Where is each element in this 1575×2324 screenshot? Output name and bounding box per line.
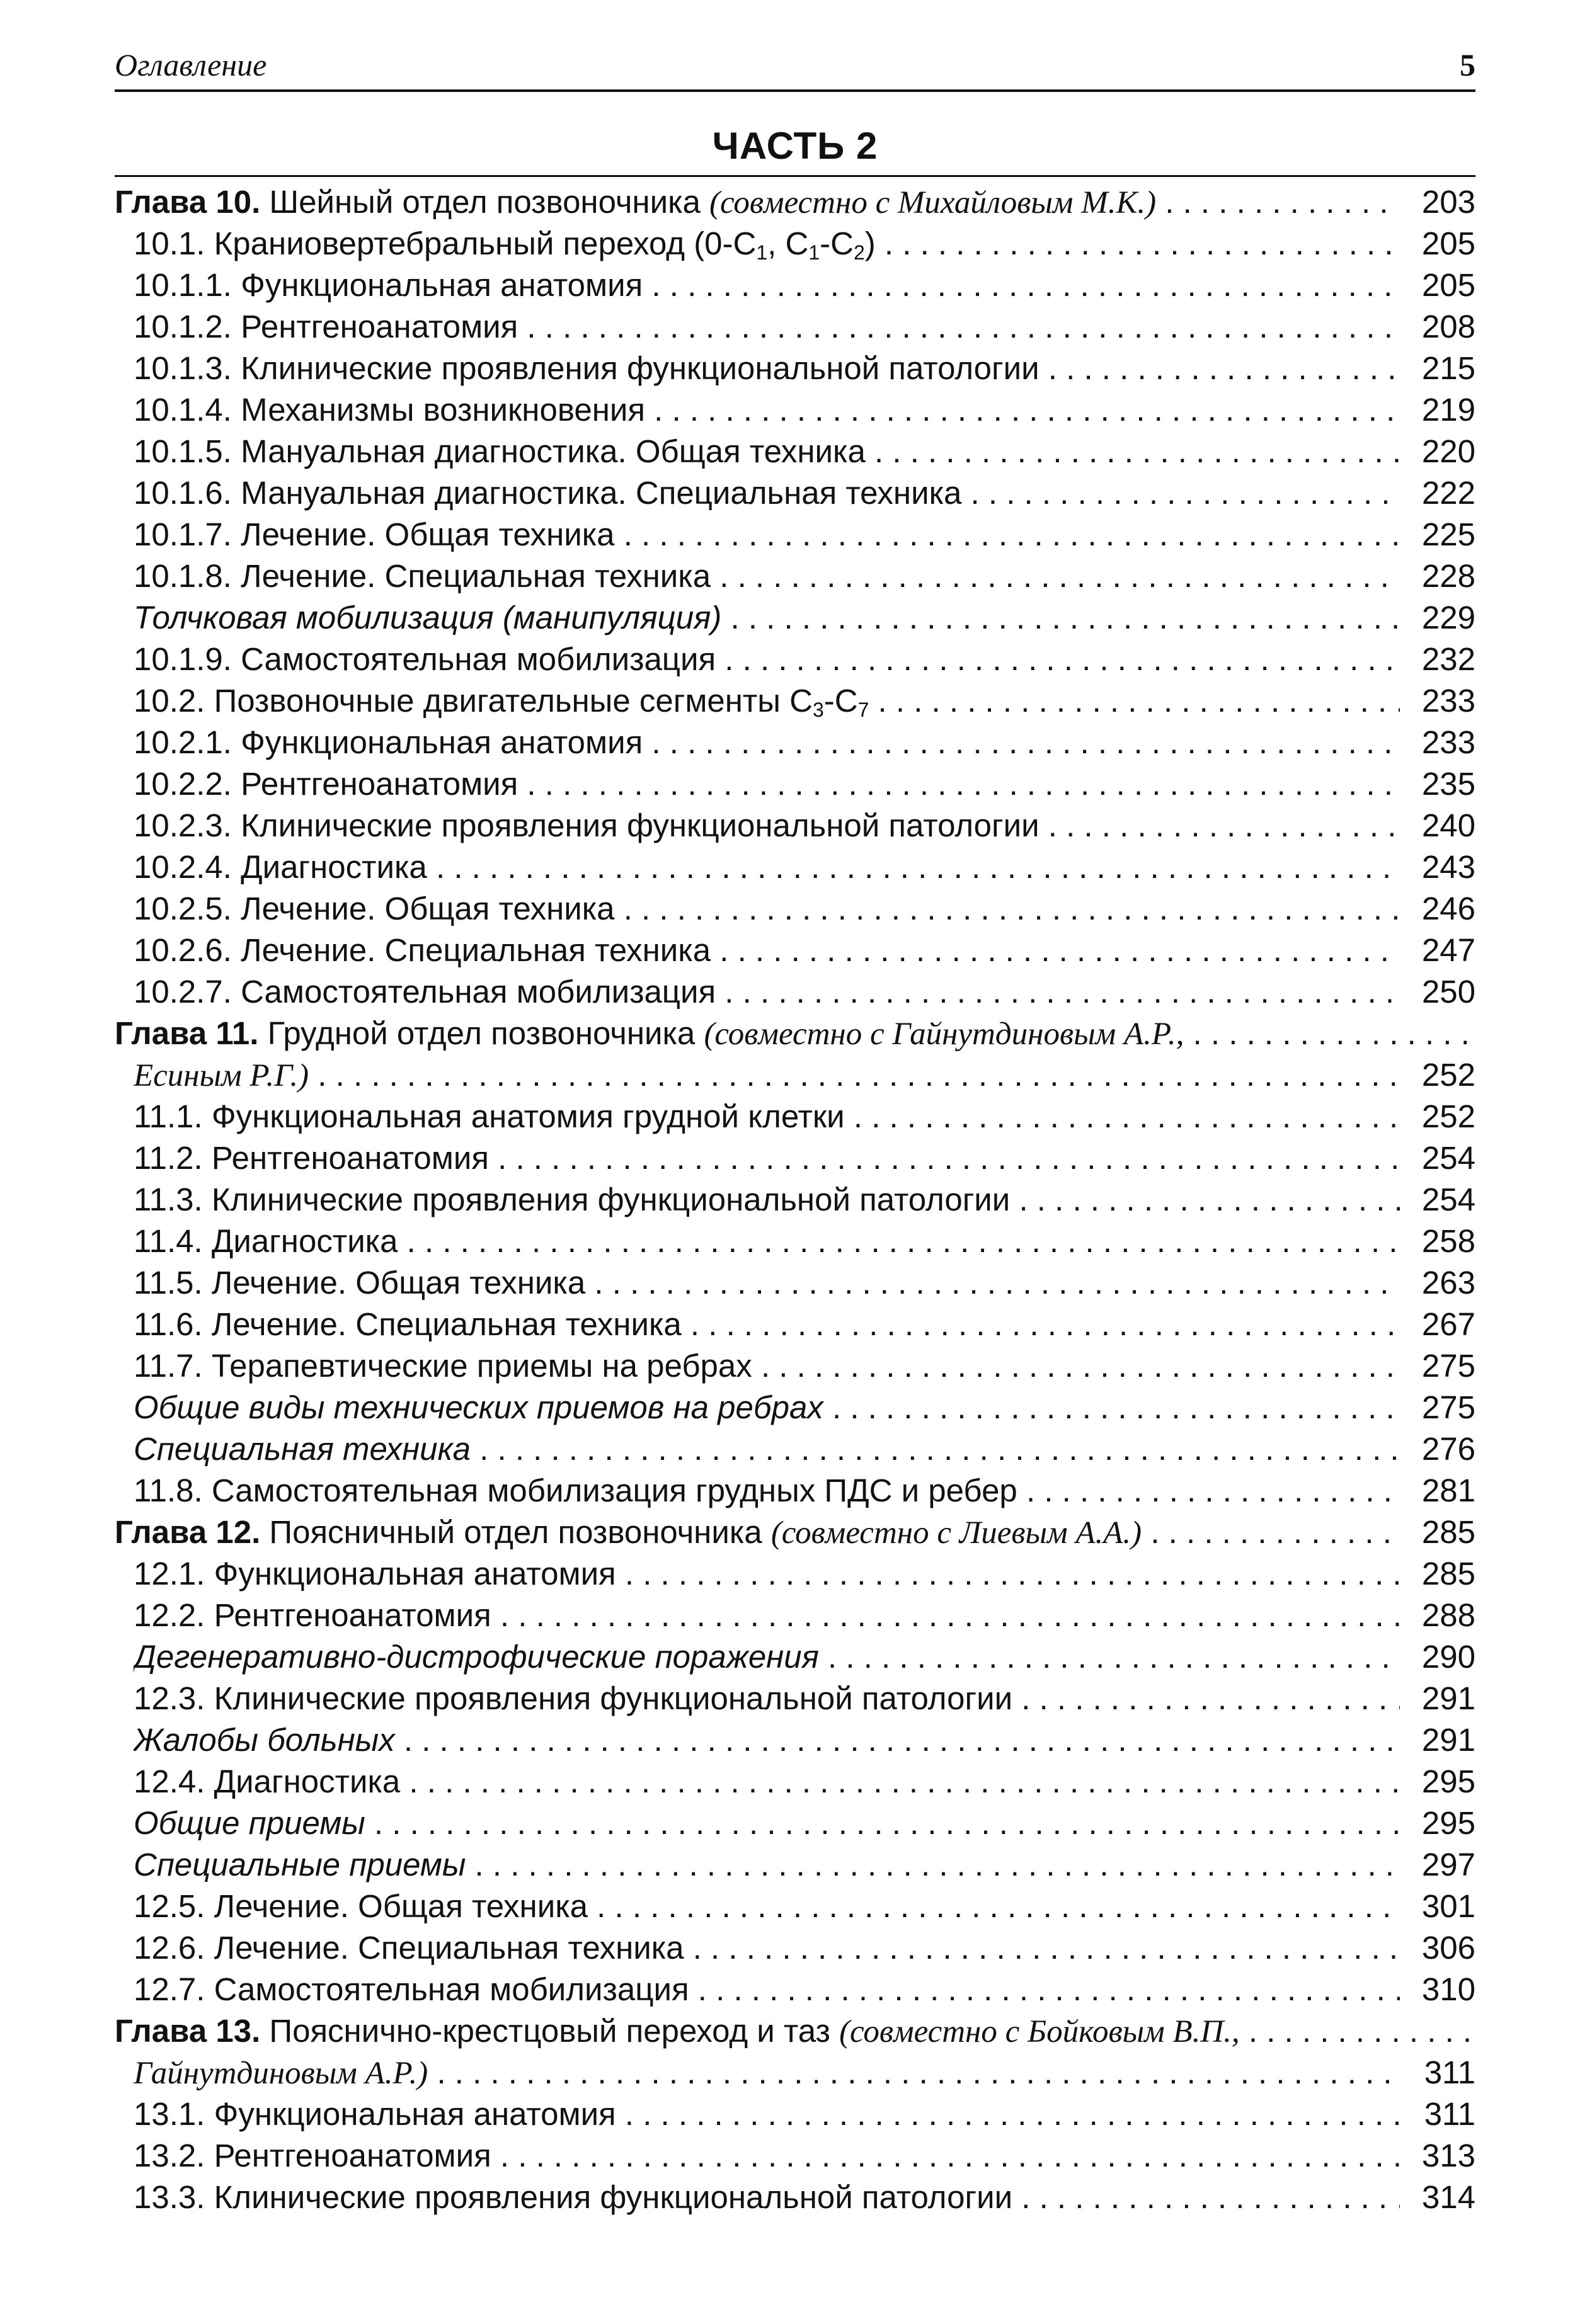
toc-page-number: 215: [1400, 348, 1475, 389]
toc-page-number: 301: [1400, 1886, 1475, 1927]
toc-entry-10-1-5[interactable]: [134, 431, 1475, 472]
toc-entry-label: 11.8. Самостоятельная мобилизация грудных ПДС и ребер: [134, 1472, 1017, 1508]
running-header: [115, 43, 1475, 87]
toc-entry-10-2-3[interactable]: [134, 805, 1475, 846]
toc-page-number: 250: [1400, 971, 1475, 1013]
toc-entry-label: 12.4. Диагностика: [134, 1763, 401, 1799]
toc-entry-label: 10.2.3. Клинические проявления функциональной патологии: [134, 807, 1040, 843]
toc-entry-11-1[interactable]: [134, 1096, 1475, 1137]
toc-page-number: 281: [1400, 1470, 1475, 1512]
toc-entry-label: 10.2.4. Диагностика: [134, 849, 427, 885]
toc-entry-label: -C: [820, 225, 854, 261]
toc-chapter-10[interactable]: [115, 181, 1475, 223]
toc-page-number: 254: [1400, 1179, 1475, 1221]
chapter-title: Шейный отдел позвоночника: [269, 184, 701, 220]
toc-page-number: 228: [1400, 555, 1475, 597]
toc-entry-10-1-9[interactable]: [134, 639, 1475, 680]
toc-page-number: 267: [1400, 1304, 1475, 1345]
toc-entry-label: 10.2.1. Функциональная анатомия: [134, 724, 643, 760]
toc-entry-label: 10.2. Позвоночные двигательные сегменты C: [134, 683, 813, 719]
toc-entry-10-1-4[interactable]: [134, 389, 1475, 431]
toc-entry-label: 10.2.2. Рентгеноанатомия: [134, 766, 518, 802]
toc-entry-thrust-mobilization[interactable]: [134, 597, 1475, 639]
toc-page-number: 220: [1400, 431, 1475, 472]
toc-entry-label: ): [864, 225, 876, 261]
toc-page-number: 263: [1400, 1262, 1475, 1304]
toc-page-number: 232: [1400, 639, 1475, 680]
toc-page-number: 243: [1400, 846, 1475, 888]
toc-entry-label: , C: [767, 225, 809, 261]
toc-chapter-13[interactable]: [115, 2010, 1475, 2052]
toc-entry-label: 10.2.7. Самостоятельная мобилизация: [134, 974, 716, 1010]
toc-page-number: 235: [1400, 763, 1475, 805]
toc-entry-label: 11.7. Терапевтические приемы на ребрах: [134, 1348, 752, 1384]
toc-page-number: 225: [1400, 514, 1475, 555]
toc-entry-label: Толчковая мобилизация (манипуляция): [134, 600, 722, 635]
toc-entry-label: 10.1. Краниовертебральный переход (0-C: [134, 225, 757, 261]
toc-entry-label: 10.1.5. Мануальная диагностика. Общая техника: [134, 433, 866, 469]
toc-page-number: 311: [1400, 2093, 1475, 2135]
toc-page-number: 275: [1400, 1345, 1475, 1387]
toc-page-number: 229: [1400, 597, 1475, 639]
toc-page-number: 276: [1400, 1428, 1475, 1470]
toc-entry-label: 11.4. Диагностика: [134, 1223, 398, 1259]
toc-page-number: 285: [1400, 1553, 1475, 1595]
chapter-coauthor: (совместно с Лиевым А.А.): [770, 1515, 1142, 1551]
toc-entry-label: 12.6. Лечение. Специальная техника: [134, 1930, 684, 1966]
toc-entry-label: 12.3. Клинические проявления функциональной патологии: [134, 1680, 1013, 1716]
subscript: 1: [756, 241, 768, 264]
part-rule: [115, 175, 1475, 177]
toc-page-number: 203: [1400, 181, 1475, 223]
toc-page-number: 233: [1400, 680, 1475, 722]
toc-entry-label: 10.1.6. Мануальная диагностика. Специальная техника: [134, 475, 962, 511]
toc-entry-11-2[interactable]: [134, 1137, 1475, 1179]
toc-page-number: 247: [1400, 930, 1475, 971]
part-title: ЧАСТЬ 2: [712, 125, 878, 167]
toc-page-number: 252: [1400, 1054, 1475, 1096]
toc-page-number: 285: [1400, 1512, 1475, 1553]
toc-entry-label: 12.1. Функциональная анатомия: [134, 1556, 616, 1592]
toc-page-number: 258: [1400, 1221, 1475, 1262]
subscript: 7: [857, 698, 869, 721]
toc-entry-11-3[interactable]: [134, 1179, 1475, 1221]
toc-page-number: 240: [1400, 805, 1475, 846]
toc-entry-label: Специальные приемы: [134, 1847, 466, 1883]
toc-page-number: 306: [1400, 1927, 1475, 1969]
chapter-number: Глава 12.: [115, 1514, 261, 1550]
toc-entry-11-6[interactable]: [134, 1304, 1475, 1345]
toc-entry-label: 10.1.4. Механизмы возникновения: [134, 392, 645, 428]
toc-entry-label: -C: [823, 683, 858, 719]
toc-page-number: 208: [1400, 306, 1475, 348]
toc-entry-10-2-2[interactable]: [134, 763, 1475, 805]
toc-entry-10-2-4[interactable]: [134, 846, 1475, 888]
toc-page-number: 254: [1400, 1137, 1475, 1179]
toc-entry-label: 10.1.8. Лечение. Специальная техника: [134, 558, 711, 594]
chapter-coauthor-continued: Гайнутдиновым А.Р.): [134, 2056, 428, 2091]
toc-page-number: 291: [1400, 1719, 1475, 1761]
toc-entry-patient-complaints[interactable]: [134, 1719, 1475, 1761]
toc-entry-11-4[interactable]: [134, 1221, 1475, 1262]
toc-page-number: 310: [1400, 1969, 1475, 2010]
toc-page-number: 288: [1400, 1595, 1475, 1636]
toc-page-number: 291: [1400, 1678, 1475, 1719]
toc-entry-label: 12.7. Самостоятельная мобилизация: [134, 1971, 689, 2007]
table-of-contents: [115, 181, 1475, 2218]
chapter-number: Глава 11.: [115, 1015, 259, 1051]
toc-entry-label: 11.6. Лечение. Специальная техника: [134, 1306, 682, 1342]
toc-page-number: 219: [1400, 389, 1475, 431]
toc-entry-label: 10.2.6. Лечение. Специальная техника: [134, 932, 711, 968]
toc-entry-10-1-1[interactable]: [134, 265, 1475, 306]
subscript: 2: [853, 241, 865, 264]
chapter-coauthor: (совместно с Михайловым М.К.): [709, 185, 1157, 220]
chapter-title: Грудной отдел позвоночника: [267, 1015, 696, 1051]
toc-page-number: 290: [1400, 1636, 1475, 1678]
toc-entry-label: 13.2. Рентгеноанатомия: [134, 2138, 491, 2173]
toc-entry-label: 10.1.9. Самостоятельная мобилизация: [134, 641, 716, 677]
toc-entry-10-1-3[interactable]: [134, 348, 1475, 389]
chapter-title: Пояснично-крестцовый переход и таз: [269, 2013, 830, 2049]
toc-page-number: 205: [1400, 265, 1475, 306]
toc-chapter-11[interactable]: [115, 1013, 1475, 1054]
toc-entry-label: 11.5. Лечение. Общая техника: [134, 1265, 586, 1301]
toc-entry-label: Дегенеративно-дистрофические поражения: [134, 1639, 819, 1675]
toc-page-number: 222: [1400, 472, 1475, 514]
toc-entry-label: Общие виды технических приемов на ребрах: [134, 1389, 823, 1425]
toc-entry-11-7[interactable]: [134, 1345, 1475, 1387]
toc-entry-degenerative-lesions[interactable]: [134, 1636, 1475, 1678]
toc-entry-label: 11.2. Рентгеноанатомия: [134, 1140, 489, 1176]
toc-entry-10-1[interactable]: [134, 223, 1475, 265]
toc-entry-13-1[interactable]: [134, 2093, 1475, 2135]
toc-entry-label: 10.1.7. Лечение. Общая техника: [134, 516, 615, 552]
toc-page-number: 313: [1400, 2135, 1475, 2177]
toc-page-number: 297: [1400, 1844, 1475, 1886]
toc-entry-label: 13.3. Клинические проявления функциональной патологии: [134, 2179, 1013, 2215]
toc-entry-label: 10.1.2. Рентгеноанатомия: [134, 309, 518, 345]
chapter-coauthor-continued: Есиным Р.Г.): [134, 1058, 309, 1093]
chapter-title: Поясничный отдел позвоночника: [269, 1514, 762, 1550]
toc-entry-label: 12.2. Рентгеноанатомия: [134, 1597, 491, 1633]
toc-entry-11-5[interactable]: [134, 1262, 1475, 1304]
toc-entry-label: 10.1.3. Клинические проявления функциональной патологии: [134, 350, 1040, 386]
toc-entry-special-technique[interactable]: [134, 1428, 1475, 1470]
toc-entry-label: Жалобы больных: [134, 1722, 395, 1758]
toc-page-number: 205: [1400, 223, 1475, 265]
toc-entry-10-2-1[interactable]: [134, 722, 1475, 763]
subscript: 1: [808, 241, 820, 264]
toc-page-number: 295: [1400, 1803, 1475, 1844]
subscript: 3: [812, 698, 824, 721]
toc-chapter-11-continued[interactable]: [134, 1054, 1475, 1096]
toc-entry-label: Общие приемы: [134, 1805, 365, 1841]
toc-entry-12-1[interactable]: [134, 1553, 1475, 1595]
toc-entry-10-2[interactable]: [134, 680, 1475, 722]
toc-page-number: 314: [1400, 2177, 1475, 2218]
toc-page-number: 311: [1400, 2052, 1475, 2093]
toc-entry-label: 10.1.1. Функциональная анатомия: [134, 267, 643, 303]
toc-entry-10-1-8[interactable]: [134, 555, 1475, 597]
toc-entry-label: 11.3. Клинические проявления функциональной патологии: [134, 1182, 1011, 1217]
toc-entry-12-7[interactable]: [134, 1969, 1475, 2010]
header-title: Оглавление: [115, 47, 267, 83]
toc-chapter-12[interactable]: [115, 1512, 1475, 1553]
toc-entry-12-4[interactable]: [134, 1761, 1475, 1803]
toc-entry-label: 12.5. Лечение. Общая техника: [134, 1888, 588, 1924]
toc-chapter-13-continued[interactable]: [134, 2052, 1475, 2093]
toc-entry-10-2-6[interactable]: [134, 930, 1475, 971]
header-rule: [115, 89, 1475, 92]
toc-page-number: 246: [1400, 888, 1475, 930]
chapter-number: Глава 10.: [115, 184, 261, 220]
toc-entry-10-2-5[interactable]: [134, 888, 1475, 930]
toc-entry-label: 10.2.5. Лечение. Общая техника: [134, 891, 615, 926]
toc-page-number: 252: [1400, 1096, 1475, 1137]
chapter-number: Глава 13.: [115, 2013, 261, 2049]
toc-entry-10-1-7[interactable]: [134, 514, 1475, 555]
toc-entry-special-techniques[interactable]: [134, 1844, 1475, 1886]
page-number: 5: [1460, 47, 1475, 83]
toc-page-number: 295: [1400, 1761, 1475, 1803]
toc-page-number: 233: [1400, 722, 1475, 763]
toc-entry-11-8[interactable]: [134, 1470, 1475, 1512]
toc-entry-10-1-2[interactable]: [134, 306, 1475, 348]
chapter-coauthor: (совместно с Гайнутдиновым А.Р.,: [704, 1017, 1184, 1052]
toc-entry-12-3[interactable]: [134, 1678, 1475, 1719]
toc-entry-13-2[interactable]: [134, 2135, 1475, 2177]
toc-entry-label: 11.1. Функциональная анатомия грудной клетки: [134, 1098, 845, 1134]
toc-entry-12-2[interactable]: [134, 1595, 1475, 1636]
toc-page-number: 275: [1400, 1387, 1475, 1428]
toc-entry-10-1-6[interactable]: [134, 472, 1475, 514]
toc-entry-10-2-7[interactable]: [134, 971, 1475, 1013]
toc-entry-general-techniques[interactable]: [134, 1803, 1475, 1844]
toc-entry-13-3[interactable]: [134, 2177, 1475, 2218]
toc-entry-12-5[interactable]: [134, 1886, 1475, 1927]
toc-entry-label: 13.1. Функциональная анатомия: [134, 2096, 616, 2132]
chapter-coauthor: (совместно с Бойковым В.П.,: [839, 2014, 1240, 2049]
toc-entry-12-6[interactable]: [134, 1927, 1475, 1969]
toc-entry-label: Специальная техника: [134, 1431, 471, 1467]
toc-entry-general-rib-techniques[interactable]: [134, 1387, 1475, 1428]
